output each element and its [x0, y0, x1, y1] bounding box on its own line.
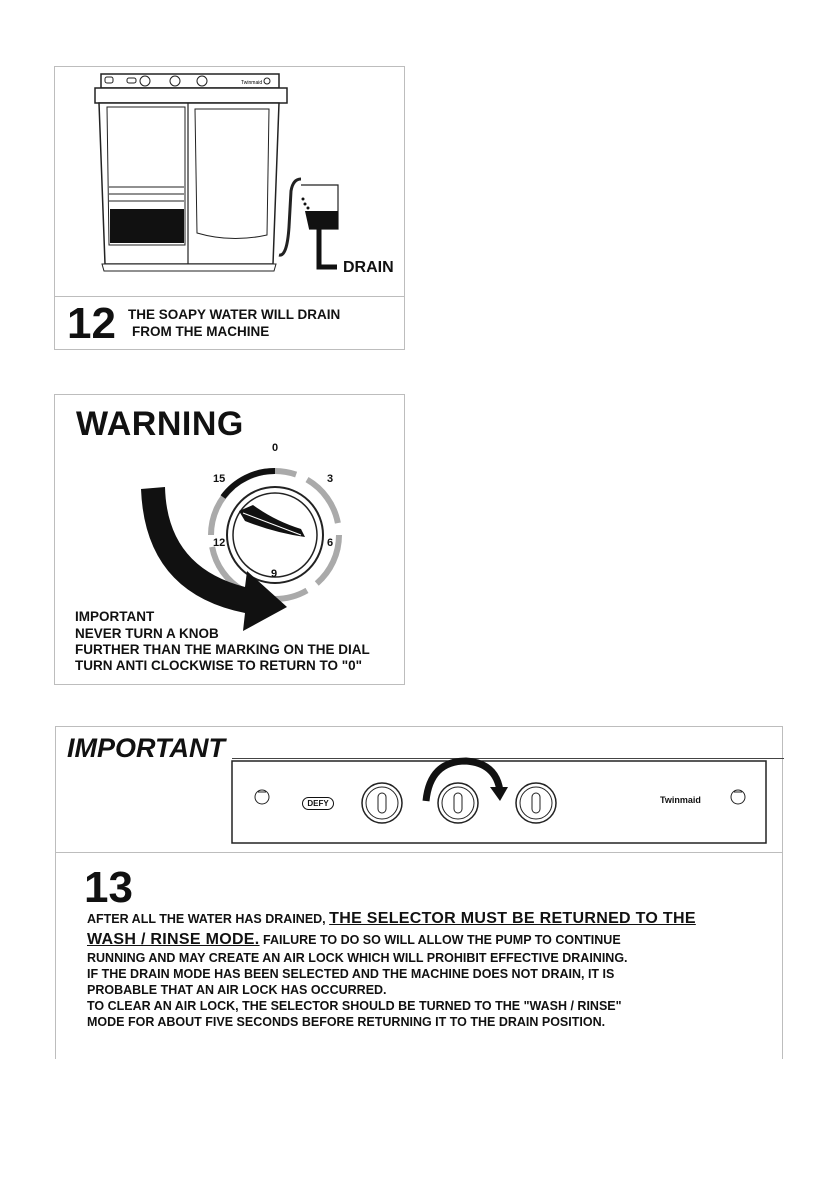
- step-13-line1: [87, 911, 696, 927]
- warning-panel: [54, 394, 405, 685]
- step-13-line5: PROBABLE THAT AN AIR LOCK HAS OCCURRED.: [87, 983, 387, 997]
- step-13-line4: IF THE DRAIN MODE HAS BEEN SELECTED AND THE MACHINE DOES NOT DRAIN, IT IS: [87, 967, 615, 981]
- dial-number-3: 3: [327, 473, 334, 485]
- step-13-line1-part-a: AFTER ALL THE WATER HAS DRAINED,: [87, 912, 326, 926]
- warning-line-further: FURTHER THAN THE MARKING ON THE DIAL: [75, 642, 370, 657]
- warning-line-important: IMPORTANT: [75, 609, 155, 624]
- step-13-line3: RUNNING AND MAY CREATE AN AIR LOCK WHICH WILL PROHIBIT EFFECTIVE DRAINING.: [87, 951, 628, 965]
- warning-line-never-turn: NEVER TURN A KNOB: [75, 626, 219, 641]
- step-13-line6: TO CLEAR AN AIR LOCK, THE SELECTOR SHOULD BE TURNED TO THE "WASH / RINSE": [87, 999, 622, 1013]
- important-panel: [55, 726, 783, 1059]
- step-number: 12: [67, 299, 116, 348]
- dial-number-15: 15: [213, 473, 226, 485]
- dial-number-12: 12: [213, 537, 226, 549]
- step-13-line2-part-b: FAILURE TO DO SO WILL ALLOW THE PUMP TO CONTINUE: [263, 933, 621, 947]
- warning-line-anticlockwise: TURN ANTI CLOCKWISE TO RETURN TO "0": [75, 658, 363, 673]
- step-13-emphasis-line2: WASH / RINSE MODE.: [87, 931, 260, 948]
- divider: [55, 296, 404, 297]
- divider: [56, 852, 782, 853]
- step-13-line7: MODE FOR ABOUT FIVE SECONDS BEFORE RETURNING IT TO THE DRAIN POSITION.: [87, 1015, 606, 1029]
- step-13-emphasis-line1: THE SELECTOR MUST BE RETURNED TO THE: [329, 910, 696, 927]
- important-title: IMPORTANT: [67, 733, 225, 763]
- step-12-panel: [54, 66, 405, 350]
- step-13-line2: [87, 932, 621, 948]
- step-number: 13: [84, 863, 133, 912]
- warning-title: WARNING: [76, 405, 244, 443]
- dial-number-0: 0: [272, 442, 279, 454]
- timer-dial-illustration: [135, 445, 375, 635]
- defy-logo-badge: DEFY: [302, 797, 334, 810]
- twinmaid-brand-label: Twinmaid: [660, 795, 701, 805]
- svg-text:Twinmaid: Twinmaid: [241, 80, 263, 86]
- drain-label: DRAIN: [343, 259, 394, 276]
- step-12-text-line2: FROM THE MACHINE: [132, 324, 270, 339]
- step-12-text-line1: THE SOAPY WATER WILL DRAIN: [128, 307, 341, 322]
- dial-number-6: 6: [327, 537, 334, 549]
- dial-number-9: 9: [271, 568, 278, 580]
